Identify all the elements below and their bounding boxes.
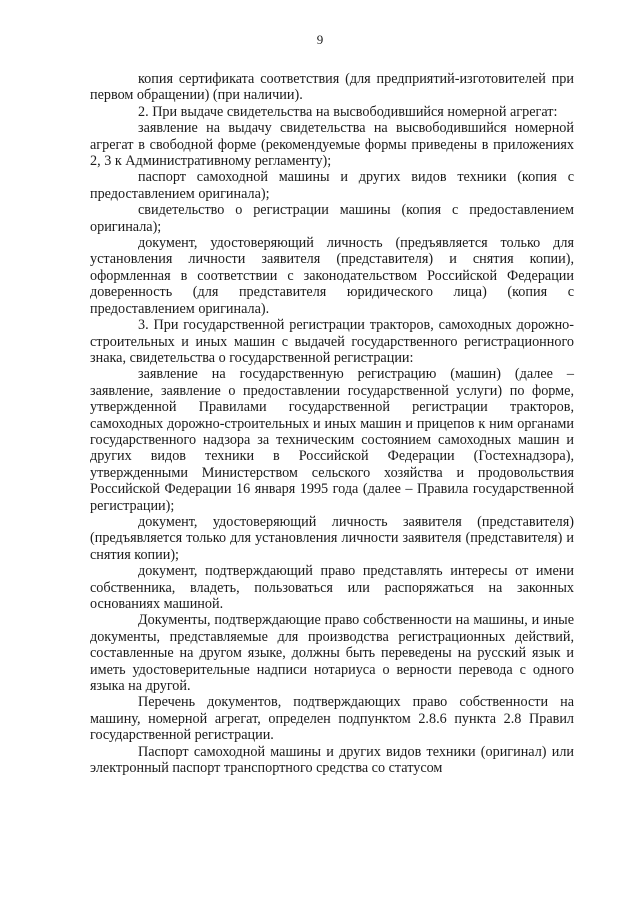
document-body (90, 71, 574, 776)
paragraph: документ, подтверждающий право представлять интересы от имени собственника, владеть, пользоваться или распоряжаться на законных основаниях машиной. (90, 563, 574, 612)
paragraph: документ, удостоверяющий личность заявителя (представителя) (предъявляется только для установления личности заявителя (представителя) и снятия копии); (90, 513, 574, 563)
paragraph: паспорт самоходной машины и других видов техники (копия с предоставлением оригинала); (90, 169, 574, 202)
paragraph: 3. При государственной регистрации тракторов, самоходных дорожно-строительных и иных машин с выдачей государственного регистрационного знака, свидетельства о государственной регистрации: (90, 317, 574, 366)
paragraph: копия сертификата соответствия (для предприятий-изготовителей при первом обращении) (при наличии). (90, 71, 574, 104)
paragraph: Перечень документов, подтверждающих право собственности на машину, номерной агрегат, определен подпунктом 2.8.6 пункта 2.8 Правил государственной регистрации. (90, 694, 574, 744)
paragraph: Паспорт самоходной машины и других видов техники (оригинал) или электронный паспорт транспортного средства со статусом (90, 743, 574, 777)
paragraph: Документы, подтверждающие право собственности на машины, и иные документы, представляемые для производства регистрационных действий, составленные на другом языке, должны быть переведены на русский язык и иметь удостоверительные надписи нотариуса о верности перевода с одного языка на другой. (90, 612, 574, 695)
page-number: 9 (316, 32, 324, 47)
paragraph: 2. При выдаче свидетельства на высвободившийся номерной агрегат: (138, 103, 558, 120)
paragraph: документ, удостоверяющий личность (предъявляется только для установления личности заявителя (представителя) и снятия копии), оформленная в соответствии с законодательством Российской Федерации доверенность (для представителя юридического лица) (копия с предоставлением оригинала). (90, 235, 574, 317)
paragraph: заявление на государственную регистрацию (машин) (далее – заявление, заявление о предоставлении государственной услуги) по форме, утвержденной Правилами государственной регистрации тракторов, самоходных дорожно-строительных и иных машин и прицепов к ним органами государственного надзора за техническим состоянием самоходных машин и других видов техники в Российской Федерации (Гостехнадзора), утвержденными Министерством сельского хозяйства и продовольствия Российской Федерации 16 января 1995 года (далее – Правила государственной регистрации); (90, 366, 574, 514)
paragraph: свидетельство о регистрации машины (копия с предоставлением оригинала); (90, 202, 574, 235)
paragraph: заявление на выдачу свидетельства на высвободившийся номерной агрегат в свободной форме (рекомендуемые формы приведены в приложениях 2, 3 к Административному регламенту); (90, 120, 574, 170)
